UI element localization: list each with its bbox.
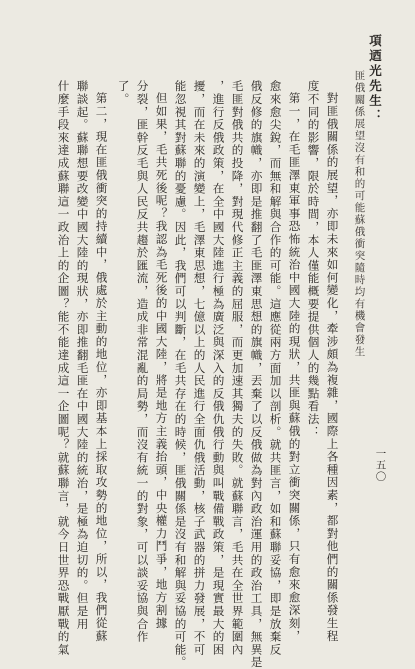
body-line: 聯談起。蘇聯想要改變中國大陸的現狀，亦即推翻毛匪在中國大陸的統治，是極為迫切的。但是用 — [75, 80, 90, 631]
body-line: 了。 — [116, 80, 131, 106]
body-line: 對匪俄關係的展望，亦即未來如何變化，牽涉頗為複雜，國際上各種因素，都對他們的關係發生程 — [325, 92, 340, 643]
body-line: 愈來愈尖銳，而無和解與合作的可能。這應從兩方面加以剖析。就共匪言，如和蘇聯妥協，即是放棄反 — [268, 80, 283, 656]
body-line: 擾，而在未來的演變上，毛澤東思想，七億以上的人民進行全面仇俄活動，核子武器的拼力發展，不可 — [192, 80, 207, 656]
body-line: 毛匪對俄共的投降，對現代修正主義的屈服，而更加速其獨夫的失敗。就蘇聯言，毛共在全世界範圍內 — [230, 80, 245, 656]
body-line: 第一，在毛匪澤東軍事恐怖統治中國大陸的現狀，共匪與蘇俄的對立衝突關係，只有愈來愈深刻， — [287, 92, 302, 643]
body-line: 俄反修的旗幟，亦即是推翻了毛匪澤東思想的旗幟，丟棄了以反俄做為對內政治運用的政治工具，無異是 — [249, 80, 264, 669]
body-line: ，進行反俄政策，在全中國大陸進行極為廣泛與深入的反俄仇俄行動與叫戰備戰政策，是現實最大的困 — [211, 80, 226, 656]
section-subheading: 匪俄關係展望沒有和的可能蘇俄衝突隨時均有機會發生 — [353, 70, 366, 358]
speaker-heading: 項迺光先生： — [367, 34, 383, 124]
body-line: 能忽視其對蘇聯的憂慮。因此，我們可以判斷，在毛共存在的時候，匪俄關係是沒有和解與妥協的可能。 — [173, 80, 188, 669]
body-line: 第二，現在匪俄衝突的持續中，俄處於主動的地位，亦即基本上採取攻勢的地位，所以，我們從蘇 — [94, 92, 109, 643]
page-number: 一五〇 — [374, 448, 387, 483]
body-line: 什麼手段來達成蘇聯這一政治上的企圖？能不能達成這一企圖呢？就蘇聯言，就今日世界恐戰厭戰的氣 — [56, 80, 71, 656]
body-line: 分裂，匪幹反毛與人民反共趨於匯流，造成非常混亂的局勢，而沒有統一的對象，可以談妥協與合作 — [135, 80, 150, 644]
body-line: 度不同的影響，限於時間，本人僅能概要提供個人的幾點看法： — [306, 80, 321, 439]
body-line: 但如果，毛共死後呢？我認為毛死後的中國大陸，將是地方主義抬頭，中央權力鬥爭，地方割據 — [154, 92, 169, 630]
